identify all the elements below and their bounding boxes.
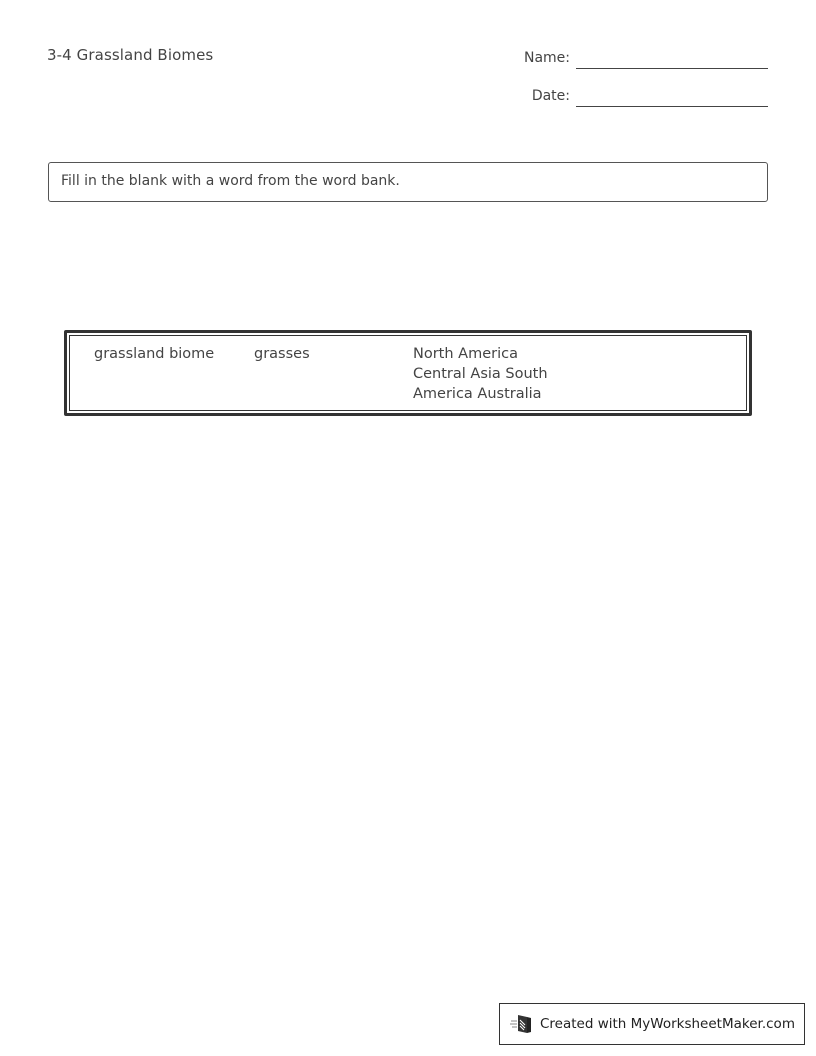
word-bank	[64, 330, 752, 416]
date-label: Date:	[531, 88, 570, 104]
footer-text: Created with MyWorksheetMaker.com	[540, 1016, 795, 1032]
created-with-badge[interactable]	[499, 1003, 805, 1045]
name-blank-line[interactable]	[576, 68, 768, 69]
word-bank-item: grassland biome	[94, 346, 215, 362]
instructions-text: Fill in the blank with a word from the word bank.	[61, 173, 400, 189]
worksheet-maker-logo-icon	[510, 1013, 534, 1035]
word-bank-item: North America Central Asia South America Australia	[413, 346, 548, 402]
date-field-row	[510, 88, 768, 107]
name-field-row	[510, 50, 768, 69]
instructions-box	[48, 162, 768, 202]
date-blank-line[interactable]	[576, 106, 768, 107]
worksheet-title: 3-4 Grassland Biomes	[47, 46, 214, 64]
name-label: Name:	[523, 50, 570, 66]
word-bank-item: grasses	[254, 346, 310, 362]
word-bank-inner-border	[69, 335, 747, 411]
